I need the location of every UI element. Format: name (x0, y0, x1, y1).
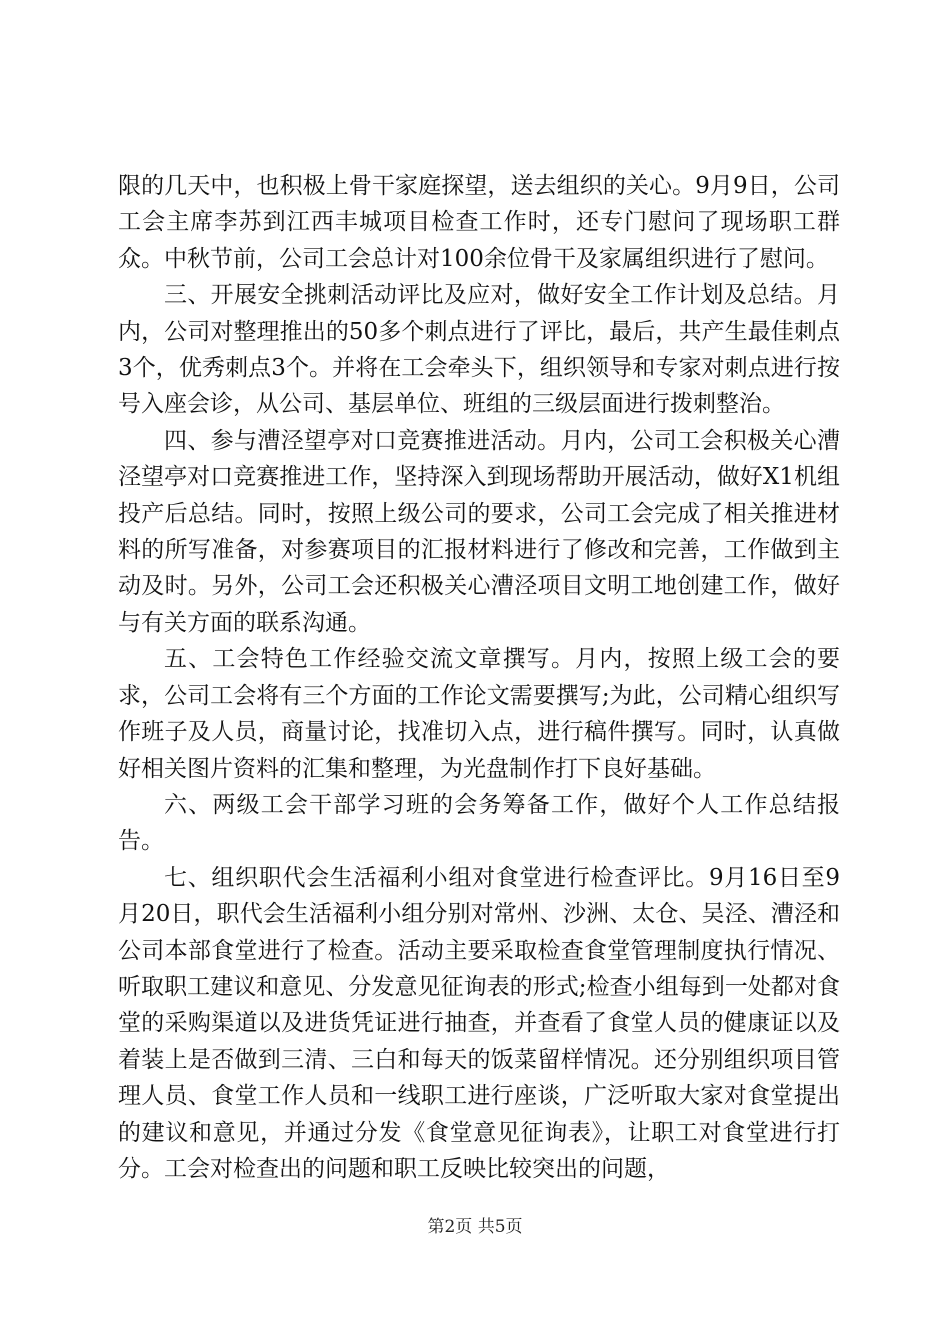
document-body (118, 168, 840, 1187)
paragraph-continuation: 限的几天中，也积极上骨干家庭探望，送去组织的关心。9月9日，公司工会主席李苏到江西丰城项目检查工作时，还专门慰问了现场职工群众。中秋节前，公司工会总计对100余位骨干及家属组织进行了慰问。 (118, 173, 840, 272)
paragraph-section-6: 六、两级工会干部学习班的会务筹备工作，做好个人工作总结报告。 (118, 791, 840, 855)
page-number-footer: 第2页 共5页 (427, 1217, 523, 1237)
paragraph-section-3: 三、开展安全挑刺活动评比及应对，做好安全工作计划及总结。月内，公司对整理推出的50多个刺点进行了评比，最后，共产生最佳刺点3个，优秀刺点3个。并将在工会牵头下，组织领导和专家对刺点进行按号入座会诊，从公司、基层单位、班组的三级层面进行拨刺整治。 (118, 282, 840, 418)
paragraph-section-4: 四、参与漕泾望亭对口竞赛推进活动。月内，公司工会积极关心漕泾望亭对口竞赛推进工作，坚持深入到现场帮助开展活动，做好X1机组投产后总结。同时，按照上级公司的要求，公司工会完成了相关推进材料的所写准备，对参赛项目的汇报材料进行了修改和完善，工作做到主动及时。另外，公司工会还积极关心漕泾项目文明工地创建工作，做好与有关方面的联系沟通。 (118, 427, 840, 636)
paragraph-section-7: 七、组织职代会生活福利小组对食堂进行检查评比。9月16日至9月20日，职代会生活福利小组分别对常州、沙洲、太仓、吴泾、漕泾和公司本部食堂进行了检查。活动主要采取检查食堂管理制度执行情况、听取职工建议和意见、分发意见征询表的形式;检查小组每到一处都对食堂的采购渠道以及进货凭证进行抽查，并查看了食堂人员的健康证以及着装上是否做到三清、三白和每天的饭菜留样情况。还分别组织项目管理人员、食堂工作人员和一线职工进行座谈，广泛听取大家对食堂提出的建议和意见，并通过分发《食堂意见征询表》，让职工对食堂进行打分。工会对检查出的问题和职工反映比较突出的问题， (118, 864, 840, 1182)
paragraph-section-5: 五、工会特色工作经验交流文章撰写。月内，按照上级工会的要求，公司工会将有三个方面的工作论文需要撰写;为此，公司精心组织写作班子及人员，商量讨论，找准切入点，进行稿件撰写。同时，认真做好相关图片资料的汇集和整理，为光盘制作打下良好基础。 (118, 646, 840, 782)
